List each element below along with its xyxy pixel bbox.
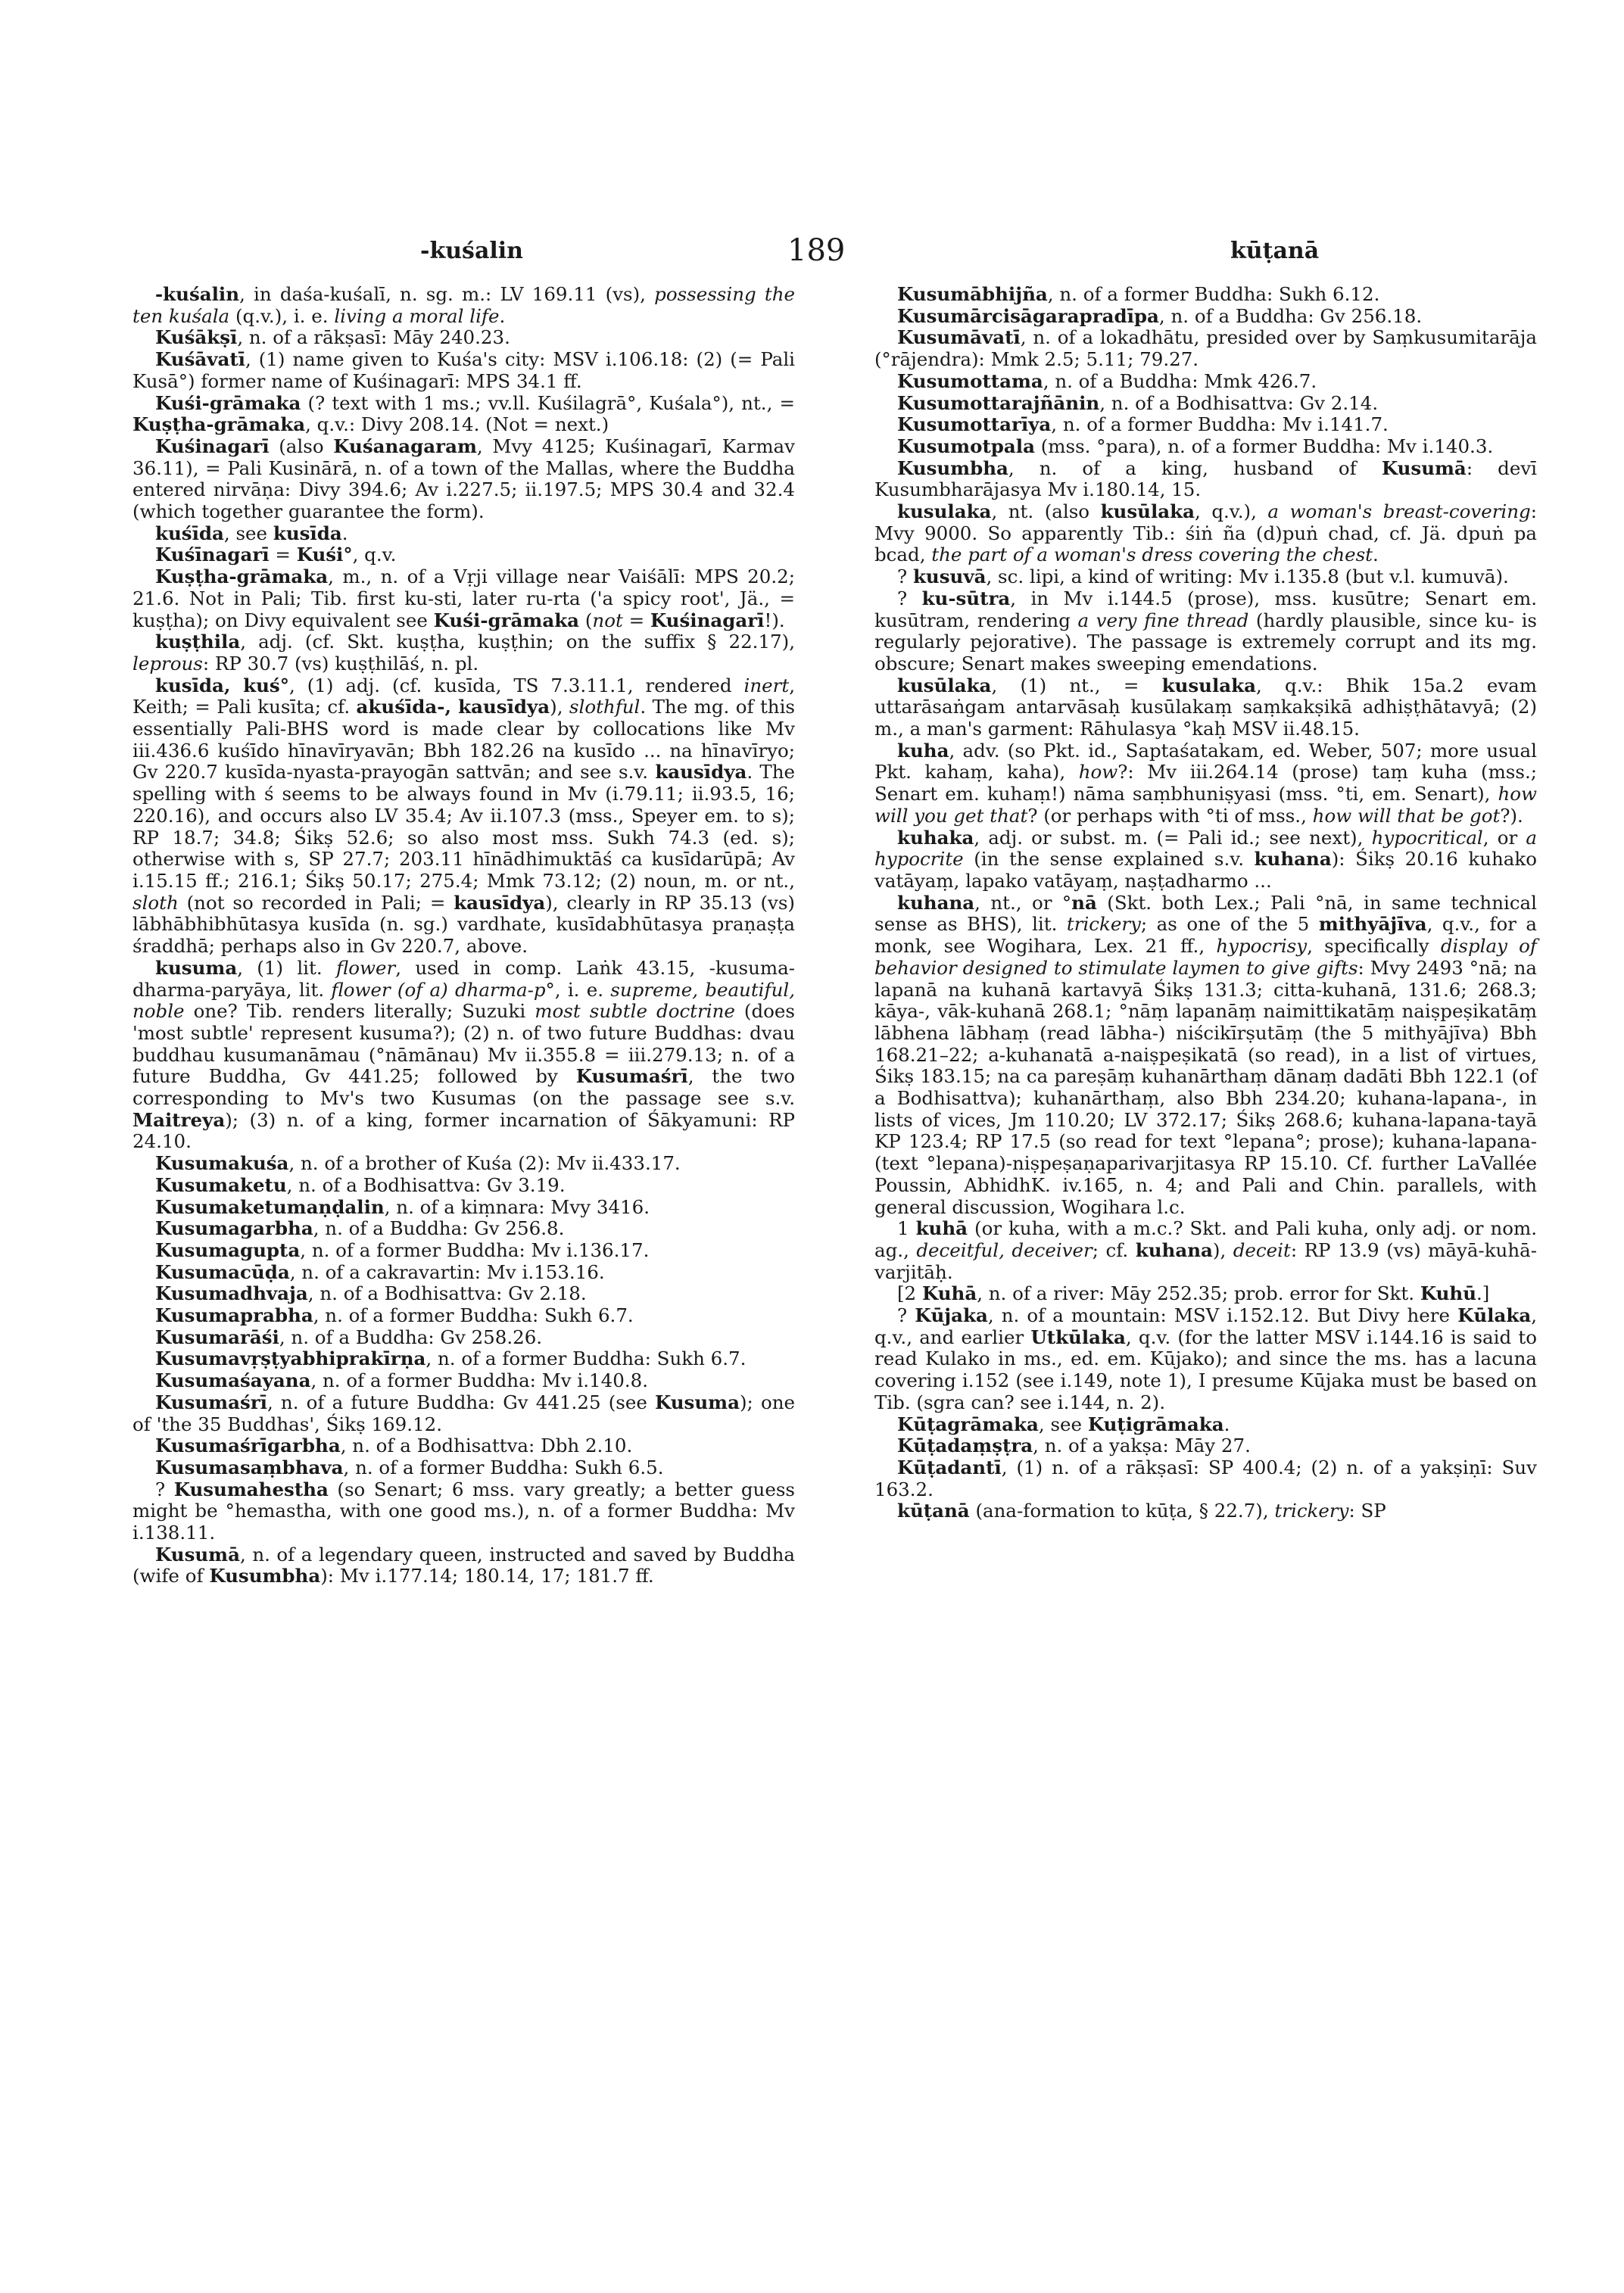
- dictionary-entry: kusulaka, nt. (also kusūlaka, q.v.), a woman's breast-covering: Mvy 9000. So apparently Tib.: śiṅ ña (d)puṅ chad, cf. Jä. dpuṅ pa bcad, the part of a woman's dress covering the chest.: [874, 500, 1537, 566]
- dictionary-entry: Kusumacūḍa, n. of a cakravartin: Mv i.153.16.: [155, 1260, 605, 1283]
- page-number: 189: [787, 233, 846, 268]
- dictionary-entry: Kuṣṭha-grāmaka, m., n. of a Vṛji village near Vaiśālī: MPS 20.2; 21.6. Not in Pali; Tib. first ku-sti, later ru-rta ('a spicy root', Jä., = kuṣṭha); on Divy equivalent see Kuśi-grāmaka (not = Kuśinagarī!).: [132, 565, 795, 631]
- dictionary-entry: kusīda, kuś°, (1) adj. (cf. kusīda, TS 7.3.11.1, rendered inert, Keith; = Pali kusīta; cf. akuśīda-, kausīdya), slothful. The mg. of this essentially Pali-BHS word is made clear by collocations like Mv iii.436.6 kuśīdo hīnavīryavān; Bbh 182.26 na kusīdo ... na hīnavīryo; Gv 220.7 kusīda-nyasta-prayogān sattvān; and see s.v. kausīdya. The spelling with ś seems to be always found in Mv (i.79.11; ii.93.5, 16; 220.16), and occurs also LV 35.4; Av ii.107.3 (mss., Speyer em. to s); RP 18.7; 34.8; Śikṣ 52.6; so also most mss. Sukh 74.3 (ed. s); otherwise with s, SP 27.7; 203.11 hīnādhimuktāś ca kusīdarūpā; Av i.15.15 ff.; 216.1; Śikṣ 50.17; 275.4; Mmk 73.12; (2) noun, m. or nt., sloth (not so recorded in Pali; = kausīdya), clearly in RP 35.13 (vs) lābhābhibhūtasya kusīda (n. sg.) vardhate, kusīdabhūtasya praṇaṣṭa śraddhā; perhaps also in Gv 220.7, above.: [132, 674, 796, 958]
- dictionary-entry: Kusumadhvaja, n. of a Bodhisattva: Gv 2.18.: [155, 1282, 587, 1305]
- dictionary-entry: Kusumāvatī, n. of a lokadhātu, presided over by Saṃkusumitarāja (°rājendra): Mmk 2.5; 5.11; 79.27.: [874, 326, 1537, 371]
- dictionary-entry: ? ku-sūtra, in Mv i.144.5 (prose), mss. kusūtre; Senart em. kusūtram, rendering a very fine thread (hardly plausible, since ku- is regularly pejorative). The passage is extremely corrupt and its mg. obscure; Senart makes sweeping emendations.: [874, 587, 1538, 675]
- header-left-headword: -kuśalin: [420, 238, 523, 264]
- left-column: [132, 284, 795, 1587]
- dictionary-entry: Kusumarāśi, n. of a Buddha: Gv 258.26.: [155, 1326, 543, 1348]
- dictionary-entry: Kusumagarbha, n. of a Buddha: Gv 256.8.: [155, 1217, 565, 1240]
- dictionary-entry: Kusumavṛṣṭyabhiprakīrṇa, n. of a former Buddha: Sukh 6.7.: [155, 1347, 747, 1370]
- dictionary-entry: Kūṭadantī, (1) n. of a rākṣasī: SP 400.4; (2) n. of a yakṣiṇī: Suv 163.2.: [874, 1456, 1537, 1500]
- dictionary-entry: Kūṭagrāmaka, see Kuṭigrāmaka.: [897, 1413, 1230, 1435]
- dictionary-entry: ? Kūjaka, n. of a mountain: MSV i.152.12. But Divy here Kūlaka, q.v., and earlier Utkūlaka, q.v. (for the latter MSV i.144.16 is said to read Kulako in ms., ed. em. Kūjako); and since the ms. has a lacuna covering i.152 (see i.149, note 1), I presume Kūjaka must be based on Tib. (sgra can? see i.144, n. 2).: [874, 1304, 1537, 1413]
- dictionary-entry: ? Kusumahestha (so Senart; 6 mss. vary greatly; a better guess might be °hemastha, with one good ms.), n. of a former Buddha: Mv i.138.11.: [132, 1478, 795, 1544]
- dictionary-entry: Kusumā, n. of a legendary queen, instructed and saved by Buddha (wife of Kusumbha): Mv i.177.14; 180.14, 17; 181.7 ff.: [132, 1543, 795, 1587]
- dictionary-entry: [2 Kuhā, n. of a river: Māy 252.35; prob. error for Skt. Kuhū.]: [897, 1282, 1490, 1305]
- dictionary-entry: Kusumbha, n. of a king, husband of Kusumā: devī Kusumbharājasya Mv i.180.14, 15.: [874, 456, 1537, 501]
- dictionary-entry: Kusumottarajñānin, n. of a Bodhisattva: Gv 2.14.: [897, 391, 1379, 414]
- dictionary-entry: Kusumābhijña, n. of a former Buddha: Sukh 6.12.: [897, 283, 1380, 305]
- header-right-headword: kūṭanā: [1230, 238, 1320, 264]
- dictionary-entry: kuśīda, see kusīda.: [155, 522, 348, 544]
- dictionary-entry: Kusumottarīya, n. of a former Buddha: Mv i.141.7.: [897, 413, 1389, 436]
- dictionary-entry: Kusumārcisāgarapradīpa, n. of a Buddha: Gv 256.18.: [897, 304, 1423, 327]
- dictionary-entry: kuhana, nt., or °nā (Skt. both Lex.; Pali °nā, in same technical sense as BHS), lit. trickery; as one of the 5 mithyājīva, q.v., for a monk, see Wogihara, Lex. 21 ff., hypocrisy, specifically display of behavior designed to stimulate laymen to give gifts: Mvy 2493 °nā; na lapanā na kuhanā kartavyā Śikṣ 131.3; citta-kuhanā, 131.6; 268.3; kāya-, vāk-kuhanā 268.1; °nāṃ lapanāṃ naimittikatāṃ naiṣpeṣikatāṃ lābhena lābhaṃ (read lābha-) niścikīrṣutāṃ (the 5 mithyājīva) Bbh 168.21–22; a-kuhanatā a-naiṣpeṣikatā (so read), in a list of virtues, Śikṣ 183.15; na ca pareṣāṃ kuhanārthaṃ dānaṃ dadāti Bbh 122.1 (of a Bodhisattva); kuhanārthaṃ, also Bbh 234.20; kuhana-lapana-, in lists of vices, Jm 110.20; LV 372.17; Śikṣ 268.6; kuhana-lapana-tayā KP 123.4; RP 17.5 (so read for text °lepana°; prose); kuhana-lapana- (text °lepana)-niṣpeṣaṇaparivarjitasya RP 15.10. Cf. further LaVallée Poussin, AbhidhK. iv.165, n. 4; and Pali and Chin. parallels, with general discussion, Wogihara l.c.: [874, 891, 1538, 1218]
- dictionary-entry: Kusumotpala (mss. °para), n. of a former Buddha: Mv i.140.3.: [897, 435, 1494, 457]
- dictionary-entry: kuṣṭhila, adj. (cf. Skt. kuṣṭha, kuṣṭhin; on the suffix § 22.17), leprous: RP 30.7 (vs) kuṣṭhilāś, n. pl.: [132, 631, 795, 675]
- dictionary-entry: 1 kuhā (or kuha, with a m.c.? Skt. and Pali kuha, only adj. or nom. ag., deceitful, deceiver; cf. kuhana), deceit: RP 13.9 (vs) māyā-kuhā-varjitāḥ.: [874, 1217, 1537, 1283]
- dictionary-entry: ? kusuvā, sc. lipi, a kind of writing: Mv i.135.8 (but v.l. kumuvā).: [897, 565, 1509, 588]
- dictionary-entry: Kusumasaṃbhava, n. of a former Buddha: Sukh 6.5.: [155, 1456, 664, 1478]
- dictionary-entry: Kusumagupta, n. of a former Buddha: Mv i.136.17.: [155, 1238, 650, 1261]
- dictionary-entry: Kusumaśayana, n. of a former Buddha: Mv i.140.8.: [155, 1369, 648, 1392]
- dictionary-entry: kuhaka, adj. or subst. m. (= Pali id.; see next), hypocritical, or a hypocrite (in the sense explained s.v. kuhana): Śikṣ 20.16 kuhako vatāyaṃ, lapako vatāyaṃ, naṣṭadharmo ...: [874, 826, 1538, 892]
- dictionary-entry: kusuma, (1) lit. flower, used in comp. Laṅk 43.15, -kusuma-dharma-paryāya, lit. flower (of a) dharma-p°, i. e. supreme, beautiful, noble one? Tib. renders literally; Suzuki most subtle doctrine (does 'most subtle' represent kusuma?); (2) n. of two future Buddhas: dvau buddhau kusumanāmau (°nāmānau) Mv ii.355.8 = iii.279.13; n. of a future Buddha, Gv 441.25; followed by Kusumaśrī, the two corresponding to Mv's two Kusumas (on the passage see s.v. Maitreya); (3) n. of a king, former incarnation of Śākyamuni: RP 24.10.: [132, 956, 795, 1153]
- dictionary-entry: kūṭanā (ana-formation to kūṭa, § 22.7), trickery: SP: [897, 1500, 1386, 1522]
- dictionary-entry: Kuśi-grāmaka (? text with 1 ms.; vv.ll. Kuśilagrā°, Kuśala°), nt., = Kuṣṭha-grāmaka, q.v.: Divy 208.14. (Not = next.): [132, 391, 795, 436]
- right-column: [874, 284, 1537, 1522]
- dictionary-entry: -kuśalin, in daśa-kuśalī, n. sg. m.: LV 169.11 (vs), possessing the ten kuśala (q.v.), i. e. living a moral life.: [132, 283, 795, 327]
- dictionary-entry: Kuśīnagarī = Kuśi°, q.v.: [155, 544, 397, 566]
- dictionary-entry: Kuśākṣī, n. of a rākṣasī: Māy 240.23.: [155, 326, 510, 349]
- dictionary-entry: Kusumaprabha, n. of a former Buddha: Sukh 6.7.: [155, 1304, 634, 1327]
- dictionary-entry: Kusumottama, n. of a Buddha: Mmk 426.7.: [897, 369, 1317, 392]
- dictionary-entry: kuha, adv. (so Pkt. id., Saptaśatakam, ed. Weber, 507; more usual Pkt. kahaṃ, kaha), how?: Mv iii.264.14 (prose) taṃ kuha (mss.; Senart em. kuhaṃ!) nāma saṃbhuniṣyasi (mss. °ti, em. Senart), how will you get that? (or perhaps with °ti of mss., how will that be got?).: [874, 739, 1537, 827]
- dictionary-entry: Kuśinagarī (also Kuśanagaram, Mvy 4125; Kuśinagarī, Karmav 36.11), = Pali Kusinārā, n. of a town of the Mallas, where the Buddha entered nirvāṇa: Divy 394.6; Av i.227.5; ii.197.5; MPS 30.4 and 32.4 (which together guarantee the form).: [132, 435, 795, 523]
- dictionary-entry: Kusumaketu, n. of a Bodhisattva: Gv 3.19.: [155, 1173, 566, 1196]
- dictionary-entry: Kusumaśrīgarbha, n. of a Bodhisattva: Dbh 2.10.: [155, 1435, 633, 1457]
- running-header: [0, 233, 1624, 271]
- dictionary-entry: Kusumaketumaṇḍalin, n. of a kiṃnara: Mvy 3416.: [155, 1195, 650, 1218]
- dictionary-entry: kusūlaka, (1) nt., = kusulaka, q.v.: Bhik 15a.2 evam uttarāsaṅgam antarvāsaḥ kusūlakaṃ saṃkakṣikā adhiṣṭhātavyā; (2) m., a man's garment: Rāhulasya °kaḥ MSV ii.48.15.: [874, 674, 1537, 740]
- dictionary-entry: Kuśāvatī, (1) name given to Kuśa's city: MSV i.106.18: (2) (= Pali Kusā°) former name of Kuśinagarī: MPS 34.1 ff.: [132, 348, 795, 392]
- dictionary-entry: Kūṭadaṃṣṭra, n. of a yakṣa: Māy 27.: [897, 1435, 1251, 1457]
- dictionary-entry: Kusumaśrī, n. of a future Buddha: Gv 441.25 (see Kusuma); one of 'the 35 Buddhas', Śikṣ 169.12.: [132, 1391, 795, 1435]
- dictionary-entry: Kusumakuśa, n. of a brother of Kuśa (2): Mv ii.433.17.: [155, 1152, 681, 1175]
